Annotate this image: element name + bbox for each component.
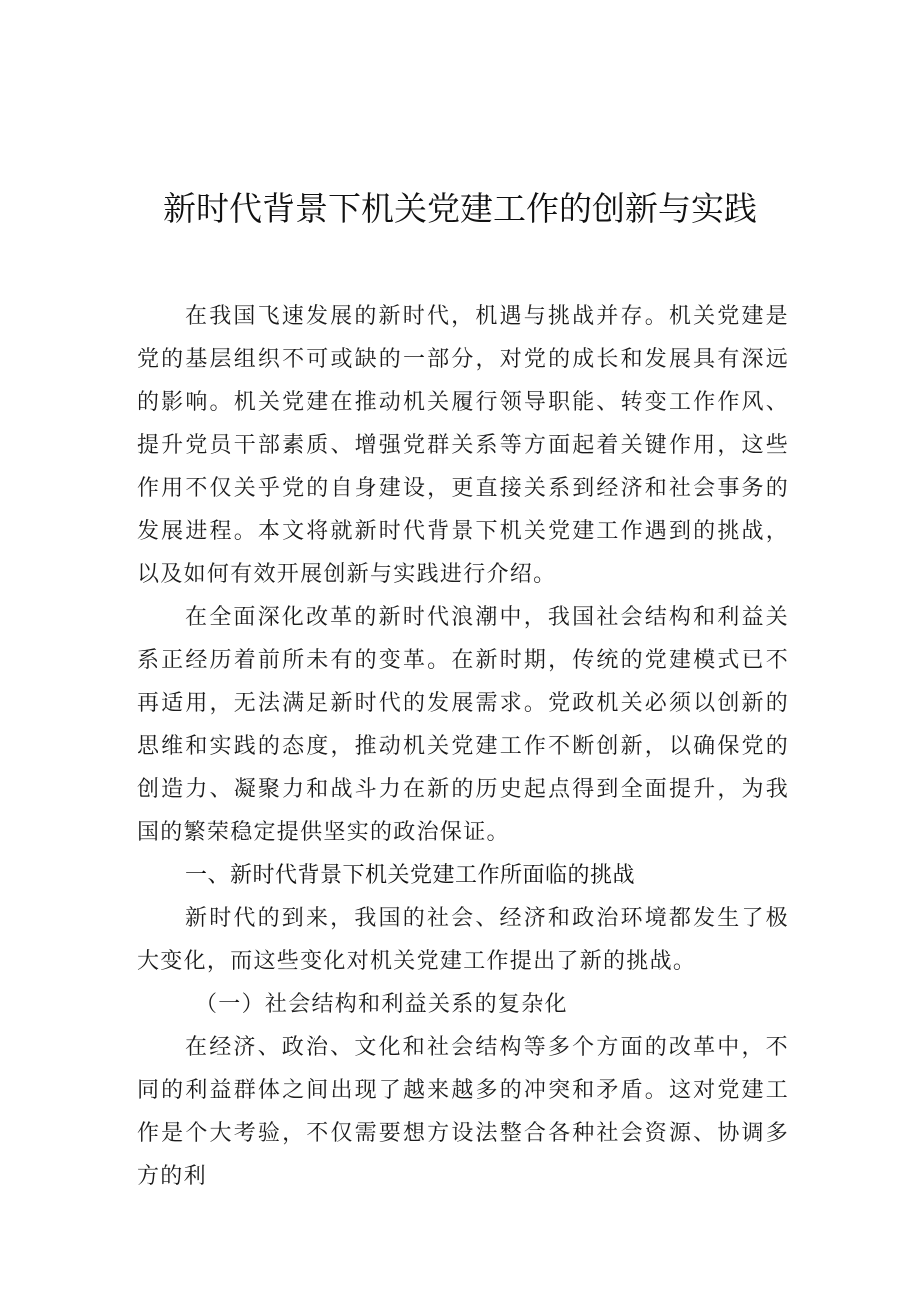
document-title: 新时代背景下机关党建工作的创新与实践 bbox=[163, 189, 757, 228]
document-body bbox=[137, 295, 789, 1198]
section-1-intro-paragraph: 新时代的到来，我国的社会、经济和政治环境都发生了极大变化，而这些变化对机关党建工作提出了新的挑战。 bbox=[137, 906, 789, 974]
section-1-heading: 一、新时代背景下机关党建工作所面临的挑战 bbox=[185, 863, 636, 888]
intro-paragraph-1: 在我国飞速发展的新时代，机遇与挑战并存。机关党建是党的基层组织不可或缺的一部分，对党的成长和发展具有深远的影响。机关党建在推动机关履行领导职能、转变工作作风、提升党员干部素质、增强党群关系等方面起着关键作用，这些作用不仅关乎党的自身建设，更直接关系到经济和社会事务的发展进程。本文将就新时代背景下机关党建工作遇到的挑战，以及如何有效开展创新与实践进行介绍。 bbox=[137, 304, 789, 587]
intro-paragraph-2: 在全面深化改革的新时代浪潮中，我国社会结构和利益关系正经历着前所未有的变革。在新时期，传统的党建模式已不再适用，无法满足新时代的发展需求。党政机关必须以创新的思维和实践的态度，推动机关党建工作不断创新，以确保党的创造力、凝聚力和战斗力在新的历史起点得到全面提升，为我国的繁荣稳定提供坚实的政治保证。 bbox=[137, 605, 789, 845]
subsection-1-heading: （一）社会结构和利益关系的复杂化 bbox=[195, 992, 568, 1017]
subsection-1-paragraph: 在经济、政治、文化和社会结构等多个方面的改革中，不同的利益群体之间出现了越来越多的冲突和矛盾。这对党建工作是个大考验，不仅需要想方设法整合各种社会资源、协调多方的利 bbox=[137, 1035, 789, 1189]
